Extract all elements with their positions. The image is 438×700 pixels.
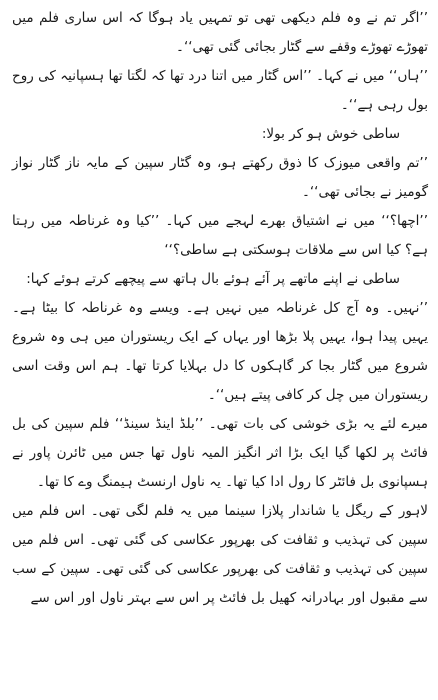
paragraph-sati-hair: ساطی نے اپنے ماتھے پر آئے ہوئے بال ہاتھ سے پیچھے کرتے ہوئے کہا:: [26, 271, 400, 287]
paragraph-lahore-cinema: لاہور کے ریگل یا شاندار پلازا سینما میں یہ فلم لگی تھی۔ اس فلم میں سپین کی تہذیب و ثقافت کی بھرپور عکاسی کی گئی تھی۔ اس فلم میں سپین کی تہذیب و ثقافت کی بھرپور عکاسی کی گئی تھی۔ سپین کے سب سے مقبول اور بہادرانہ کھیل بل فائٹ پر اس سے بہتر ناول اور اس سے: [12, 503, 428, 606]
paragraph-blood-and-sand: میرے لئے یہ بڑی خوشی کی بات تھی۔ ’’بلڈ اینڈ سینڈ‘‘ فلم سپین کی بل فائٹ پر لکھا گیا ایک بڑا اثر انگیز المیہ ناول تھا جس میں ٹائرن پاور نے ہسپانوی بل فائٹر کا رول ادا کیا تھا۔ یہ ناول ارنسٹ ہیمنگ وے کا تھا۔: [12, 416, 428, 490]
paragraph-sati-spoke: ساطی خوش ہو کر بولا:: [261, 126, 400, 142]
paragraph-film-guitar: ’’اگر تم نے وہ فلم دیکھی تھی تو تمہیں یاد ہوگا کہ اس ساری فلم میں تھوڑے تھوڑے وقفے سے گٹار بجائی گئی تھی‘‘۔: [12, 10, 428, 55]
paragraph-granada-son: ’’نہیں۔ وہ آج کل غرناطہ میں نہیں ہے۔ ویسے وہ غرناطہ کا بیٹا ہے۔ یہیں پیدا ہوا، یہیں پلا بڑھا اور یہاں کے ایک ریستوران میں ہی وہ شروع شروع میں گٹار بجا کر گاہکوں کا دل بہلایا کرتا تھا۔ ہم اس وقت اسی ریستوران میں چل کر کافی پیتے ہیں‘‘۔: [12, 300, 428, 403]
paragraph-ask-granada: ’’اچھا؟‘‘ میں نے اشتیاق بھرے لہجے میں کہا۔ ’’کیا وہ غرناطہ میں رہتا ہے؟ کیا اس سے ملاقات ہوسکتی ہے ساطی؟‘‘: [12, 213, 428, 258]
paragraph-reply-guitar-pain: ’’ہاں‘‘ میں نے کہا۔ ’’اس گٹار میں اتنا درد تھا کہ لگتا تھا ہسپانیہ کی روح بول رہی ہے‘‘۔: [12, 68, 428, 113]
paragraph-music-taste: ’’تم واقعی میوزک کا ذوق رکھتے ہو، وہ گٹار سپین کے مایہ ناز گٹار نواز گومیز نے بجائی تھی‘‘۔: [12, 155, 428, 200]
